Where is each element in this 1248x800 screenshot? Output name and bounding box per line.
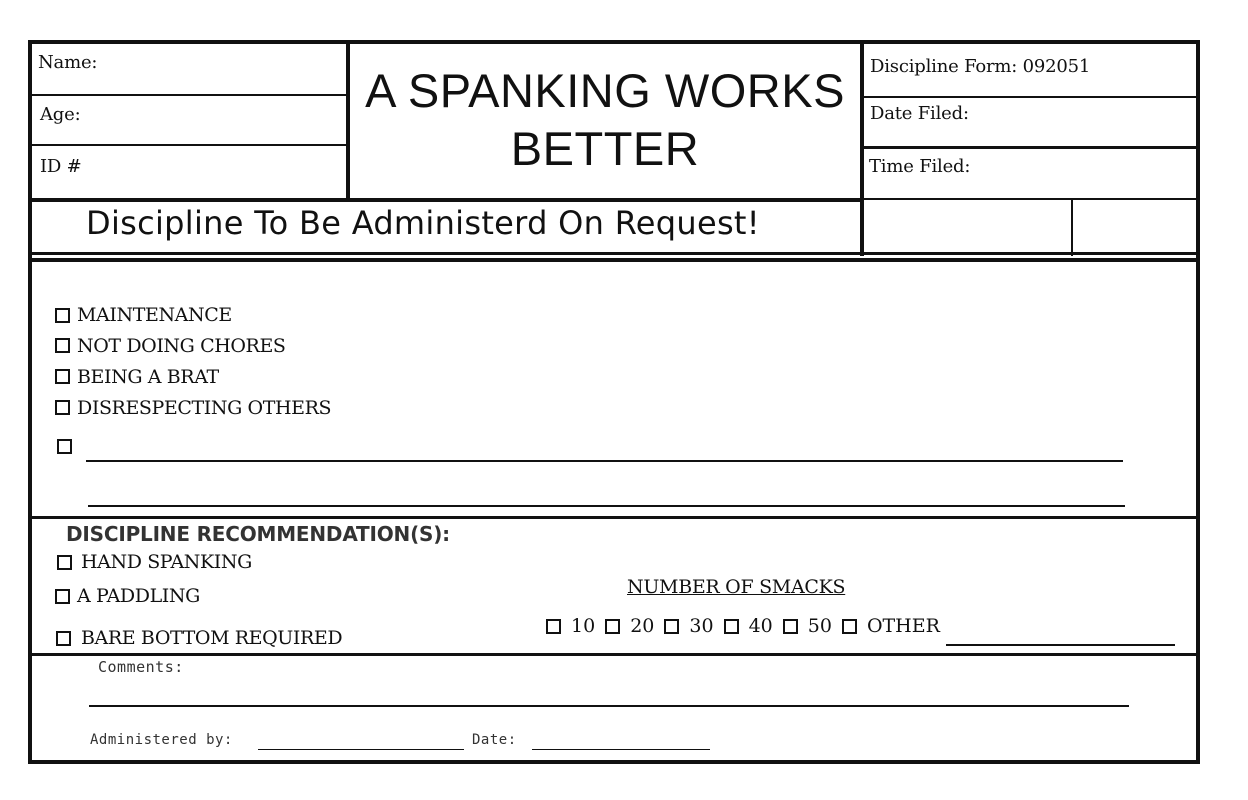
smacks-option-10[interactable]	[546, 615, 595, 637]
reason-label: BEING A BRAT	[77, 365, 219, 388]
smacks-option-label: 50	[807, 615, 832, 637]
checkbox[interactable]	[664, 619, 679, 634]
form-date-divider	[864, 96, 1196, 98]
form-number-label: Discipline Form: 092051	[870, 56, 1091, 77]
date-line[interactable]	[532, 749, 710, 750]
administered-by-label: Administered by:	[90, 732, 233, 748]
checkbox[interactable]	[55, 369, 70, 384]
form-title	[350, 62, 860, 178]
recommendation-hand-spanking[interactable]	[57, 549, 252, 575]
blank-cell-divider	[1071, 200, 1073, 256]
date-filed-label: Date Filed:	[870, 103, 969, 124]
name-label: Name:	[38, 52, 98, 73]
smacks-option-label: 40	[748, 615, 773, 637]
reasons-list	[55, 300, 331, 423]
smacks-option-label: 30	[689, 615, 714, 637]
reasons-recommendations-divider	[32, 516, 1196, 519]
title-line-1: A SPANKING WORKS	[365, 64, 845, 117]
reason-maintenance[interactable]	[55, 300, 331, 330]
checkbox[interactable]	[57, 555, 72, 570]
recommendation-paddling[interactable]	[55, 583, 200, 609]
header-divider-right	[860, 44, 864, 256]
form-subtitle: Discipline To Be Administerd On Request!	[86, 204, 760, 242]
checkbox[interactable]	[842, 619, 857, 634]
date-time-divider	[864, 146, 1196, 149]
name-age-divider	[32, 94, 346, 96]
reason-not-doing-chores[interactable]	[55, 330, 331, 361]
checkbox[interactable]	[546, 619, 561, 634]
reason-other-line-1[interactable]	[86, 460, 1123, 462]
recommendation-label: A PADDLING	[77, 585, 200, 607]
smacks-option-30[interactable]	[664, 615, 713, 637]
reason-other-checkbox[interactable]	[57, 439, 72, 454]
reason-disrespecting-others[interactable]	[55, 392, 331, 423]
reason-being-a-brat[interactable]	[55, 361, 331, 392]
reason-label: NOT DOING CHORES	[77, 334, 286, 357]
smacks-option-50[interactable]	[783, 615, 832, 637]
smacks-title: NUMBER OF SMACKS	[627, 576, 846, 598]
checkbox[interactable]	[55, 308, 70, 323]
checkbox[interactable]	[55, 589, 70, 604]
checkbox[interactable]	[55, 400, 70, 415]
comments-label: Comments:	[98, 658, 184, 676]
smacks-option-label: 20	[630, 615, 655, 637]
recommendations-title: DISCIPLINE RECOMMENDATION(S):	[66, 522, 450, 546]
reason-label: MAINTENANCE	[77, 304, 232, 326]
checkbox[interactable]	[605, 619, 620, 634]
smacks-option-label: OTHER	[866, 615, 940, 637]
date-label: Date:	[472, 732, 517, 748]
smacks-option-20[interactable]	[605, 615, 654, 637]
smacks-option-40[interactable]	[724, 615, 773, 637]
title-line-2: BETTER	[510, 122, 700, 175]
checkbox[interactable]	[56, 631, 71, 646]
administered-by-line[interactable]	[258, 749, 464, 750]
recommendation-label: BARE BOTTOM REQUIRED	[81, 627, 343, 649]
time-filed-label: Time Filed:	[869, 156, 971, 177]
checkbox[interactable]	[724, 619, 739, 634]
reason-label: DISRESPECTING OTHERS	[77, 396, 332, 419]
reason-other-line-2[interactable]	[88, 505, 1125, 507]
comments-line[interactable]	[89, 705, 1129, 707]
checkbox[interactable]	[783, 619, 798, 634]
recommendation-bare-bottom[interactable]	[56, 625, 342, 651]
id-label: ID #	[40, 156, 82, 177]
header-bottom-divider	[32, 198, 864, 202]
time-blank-divider	[864, 198, 1196, 200]
smacks-options	[546, 613, 950, 639]
smacks-other-line[interactable]	[946, 644, 1175, 646]
checkbox[interactable]	[55, 338, 70, 353]
header-section-divider-1	[32, 252, 1196, 255]
recommendations-footer-divider	[32, 653, 1196, 656]
age-label: Age:	[40, 104, 81, 125]
recommendation-label: HAND SPANKING	[81, 551, 252, 573]
age-id-divider	[32, 144, 346, 146]
header-section-divider-2	[32, 258, 1196, 262]
smacks-option-label: 10	[571, 615, 596, 637]
smacks-option-other[interactable]	[842, 615, 940, 637]
